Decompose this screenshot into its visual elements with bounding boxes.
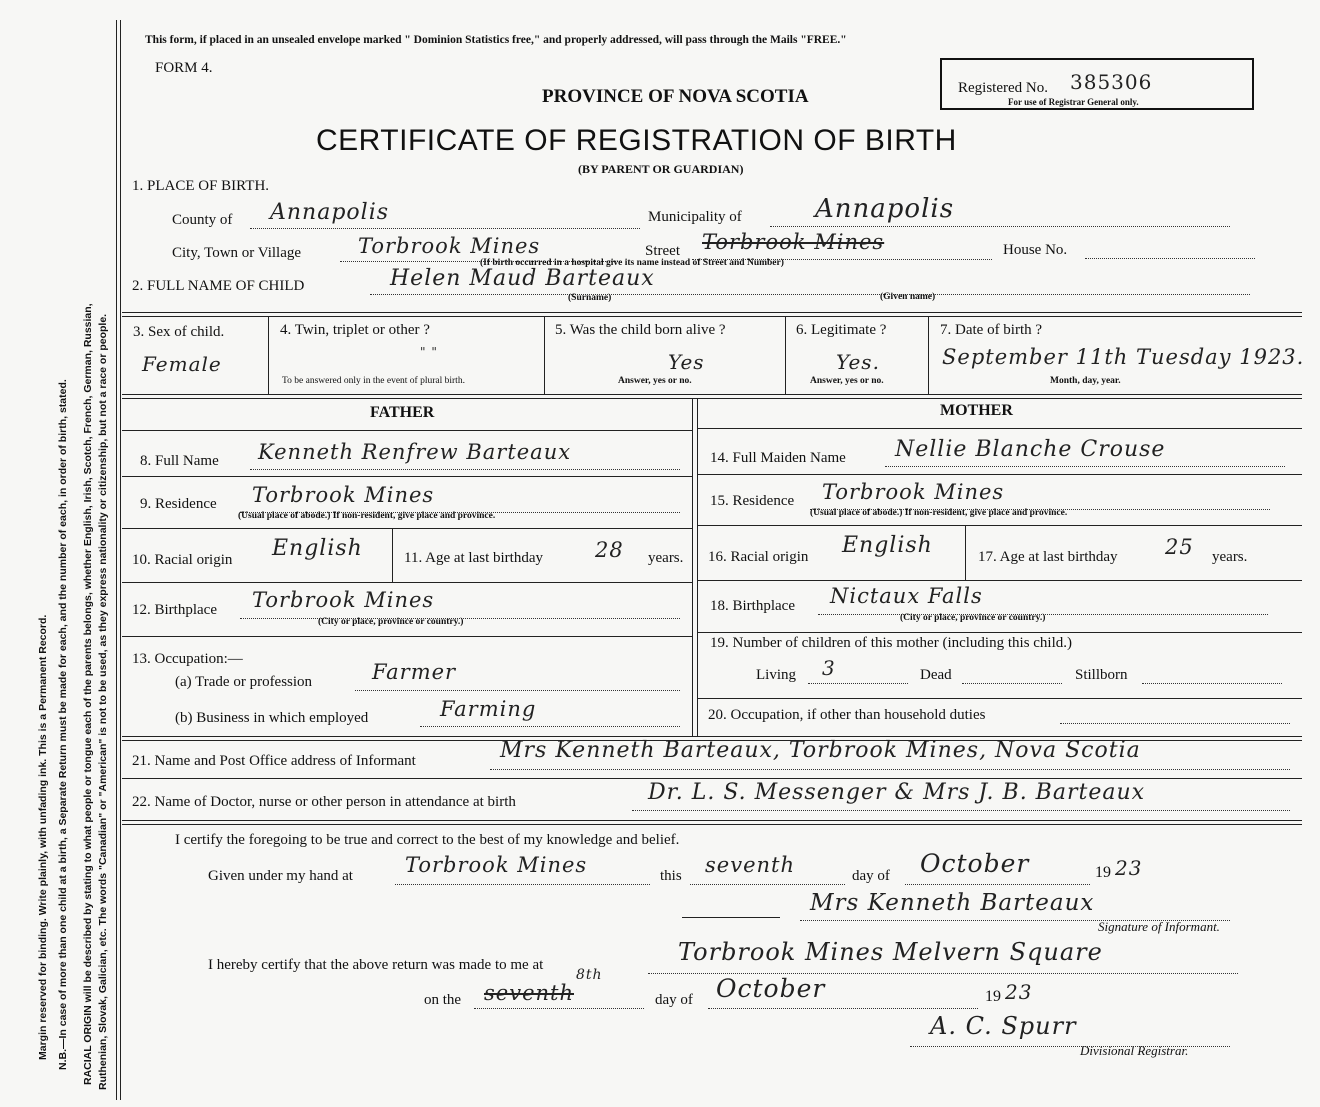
father-occupation-label: 13. Occupation:— bbox=[132, 651, 243, 667]
doctor-value: Dr. L. S. Messenger & Mrs J. B. Barteaux bbox=[648, 780, 1146, 805]
certify-day-of-label: day of bbox=[852, 868, 890, 884]
certify-statement: I certify the foregoing to be true and correct to the best of my knowledge and belief. bbox=[175, 832, 680, 848]
father-residence-label: 9. Residence bbox=[140, 496, 217, 512]
dob-value: September 11th Tuesday 1923. bbox=[942, 345, 1305, 369]
mother-age-value: 25 bbox=[1165, 535, 1194, 559]
father-birthplace-value: Torbrook Mines bbox=[252, 588, 435, 612]
dob-note: Month, day, year. bbox=[1050, 376, 1121, 386]
sex-value: Female bbox=[142, 352, 222, 376]
born-alive-note: Answer, yes or no. bbox=[618, 376, 692, 386]
father-age-value: 28 bbox=[595, 538, 624, 562]
given-place-value: Torbrook Mines bbox=[405, 853, 588, 877]
informant-signature: Mrs Kenneth Barteaux bbox=[810, 890, 1095, 916]
registrar-day-value: 8th bbox=[576, 967, 603, 983]
father-name-value: Kenneth Renfrew Barteaux bbox=[258, 440, 572, 464]
place-of-birth-heading: 1. PLACE OF BIRTH. bbox=[132, 178, 270, 194]
legitimate-label: 6. Legitimate ? bbox=[796, 322, 887, 338]
divisional-registrar-label: Divisional Registrar. bbox=[1080, 1043, 1189, 1058]
twin-note: To be answered only in the event of plural birth. bbox=[282, 376, 465, 386]
registrar-day-struck: seventh bbox=[484, 981, 574, 1005]
father-trade-label: (a) Trade or profession bbox=[175, 674, 313, 690]
twin-value: " " bbox=[420, 345, 438, 359]
mother-occupation-label: 20. Occupation, if other than household duties bbox=[708, 707, 986, 723]
mother-birthplace-note: (City or place, province or country.) bbox=[900, 613, 1046, 623]
sex-label: 3. Sex of child. bbox=[133, 324, 225, 340]
born-alive-value: Yes bbox=[668, 350, 705, 374]
hospital-note: (If birth occurred in a hospital give its name instead of Street and Number) bbox=[480, 258, 784, 268]
dob-label: 7. Date of birth ? bbox=[940, 322, 1043, 338]
certificate-subtitle: (BY PARENT OR GUARDIAN) bbox=[578, 162, 744, 176]
registrar-year-value: 23 bbox=[1005, 980, 1033, 1004]
registrar-only-note: For use of Registrar General only. bbox=[1008, 97, 1139, 107]
father-birthplace-note: (City or place, province or country.) bbox=[318, 617, 464, 627]
province-heading: PROVINCE OF NOVA SCOTIA bbox=[542, 86, 809, 107]
on-the-label: on the bbox=[424, 992, 462, 1008]
twin-label: 4. Twin, triplet or other ? bbox=[280, 322, 430, 338]
informant-value: Mrs Kenneth Barteaux, Torbrook Mines, Nova Scotia bbox=[500, 738, 1141, 763]
certify-month-value: October bbox=[920, 849, 1030, 878]
mother-birthplace-label: 18. Birthplace bbox=[710, 598, 795, 614]
child-name-value: Helen Maud Barteaux bbox=[390, 266, 655, 291]
registered-number: 385306 bbox=[1070, 70, 1153, 94]
legitimate-note: Answer, yes or no. bbox=[810, 376, 884, 386]
legitimate-value: Yes. bbox=[836, 350, 880, 374]
mother-age-label: 17. Age at last birthday bbox=[978, 549, 1118, 565]
child-name-label: 2. FULL NAME OF CHILD bbox=[132, 278, 305, 294]
mother-residence-label: 15. Residence bbox=[710, 493, 795, 509]
father-business-value: Farming bbox=[440, 697, 537, 721]
stillborn-label: Stillborn bbox=[1075, 667, 1128, 683]
registrar-month-value: October bbox=[716, 974, 826, 1003]
margin-note-4: Ruthenian, Slovak, Galician, etc. The words "Canadian" or "American" is not to be used, as they express nationality or citizenship, but not a race or people. bbox=[97, 313, 109, 1090]
this-label: this bbox=[660, 868, 682, 884]
father-years-label: years. bbox=[648, 550, 684, 566]
city-value: Torbrook Mines bbox=[358, 234, 541, 258]
city-label: City, Town or Village bbox=[172, 245, 302, 261]
father-race-label: 10. Racial origin bbox=[132, 552, 233, 568]
registrar-statement: I hereby certify that the above return was made to me at bbox=[208, 957, 544, 973]
mother-residence-value: Torbrook Mines bbox=[822, 480, 1005, 504]
informant-label: 21. Name and Post Office address of Informant bbox=[132, 753, 416, 769]
mother-birthplace-value: Nictaux Falls bbox=[830, 584, 983, 608]
registrar-year-prefix: 19 bbox=[985, 988, 1001, 1005]
children-count-label: 19. Number of children of this mother (including this child.) bbox=[710, 635, 1073, 651]
certify-day-value: seventh bbox=[705, 853, 795, 877]
registration-box bbox=[940, 58, 1254, 110]
municipality-label: Municipality of bbox=[648, 209, 742, 225]
father-heading: FATHER bbox=[370, 404, 435, 421]
father-race-value: English bbox=[272, 536, 363, 561]
registrar-place-value: Torbrook Mines Melvern Square bbox=[678, 938, 1103, 966]
certify-year-prefix: 19 bbox=[1095, 864, 1111, 881]
father-business-label: (b) Business in which employed bbox=[175, 710, 369, 726]
certify-year-value: 23 bbox=[1115, 856, 1143, 880]
father-birthplace-label: 12. Birthplace bbox=[132, 602, 217, 618]
given-under-label: Given under my hand at bbox=[208, 868, 353, 884]
county-label: County of bbox=[172, 212, 233, 228]
mother-name-value: Nellie Blanche Crouse bbox=[895, 437, 1166, 462]
mother-years-label: years. bbox=[1212, 549, 1248, 565]
living-label: Living bbox=[756, 667, 796, 683]
informant-signature-label: Signature of Informant. bbox=[1098, 919, 1220, 934]
mother-race-value: English bbox=[842, 533, 933, 558]
form-number: FORM 4. bbox=[155, 60, 213, 76]
margin-note-1: Margin reserved for binding. Write plainly, with unfading ink. This is a Permanent Record. bbox=[37, 614, 49, 1060]
margin-note-2: N.B.—In case of more than one child at a birth, a Separate Return must be made for each, and the number of each, in order of birth, stated. bbox=[57, 379, 69, 1070]
father-residence-value: Torbrook Mines bbox=[252, 483, 435, 507]
given-name-note: (Given name) bbox=[880, 292, 936, 302]
living-value: 3 bbox=[822, 656, 836, 680]
mother-residence-note: (Usual place of abode.) If non-resident, give place and province. bbox=[810, 508, 1068, 518]
certificate-title: CERTIFICATE OF REGISTRATION OF BIRTH bbox=[316, 124, 957, 157]
born-alive-label: 5. Was the child born alive ? bbox=[555, 322, 726, 338]
mailing-notice: This form, if placed in an unsealed envelope marked " Dominion Statistics free," and properly addressed, will pass through the Mails "FREE." bbox=[145, 34, 847, 46]
father-name-label: 8. Full Name bbox=[140, 453, 219, 469]
mother-name-label: 14. Full Maiden Name bbox=[710, 450, 846, 466]
doctor-label: 22. Name of Doctor, nurse or other person in attendance at birth bbox=[132, 794, 516, 810]
surname-note: (Surname) bbox=[568, 293, 612, 303]
registrar-signature: A. C. Spurr bbox=[930, 1012, 1077, 1040]
house-number-label: House No. bbox=[1003, 242, 1068, 258]
registered-label: Registered No. bbox=[958, 80, 1048, 96]
father-age-label: 11. Age at last birthday bbox=[404, 550, 543, 566]
father-trade-value: Farmer bbox=[372, 660, 457, 684]
mother-race-label: 16. Racial origin bbox=[708, 549, 809, 565]
registrar-day-of-label: day of bbox=[655, 992, 693, 1008]
street-label: Street bbox=[645, 243, 680, 259]
street-value: Torbrook Mines bbox=[702, 230, 885, 254]
county-value: Annapolis bbox=[270, 200, 390, 225]
father-residence-note: (Usual place of abode.) If non-resident, give place and province. bbox=[238, 511, 496, 521]
mother-heading: MOTHER bbox=[940, 402, 1013, 419]
dead-label: Dead bbox=[920, 667, 952, 683]
margin-note-3: RACIAL ORIGIN will be described by stating to what people or tongue each of the parents belongs, whether English, Irish, Scotch, French, German, Russian, bbox=[82, 303, 94, 1085]
municipality-value: Annapolis bbox=[815, 194, 955, 224]
